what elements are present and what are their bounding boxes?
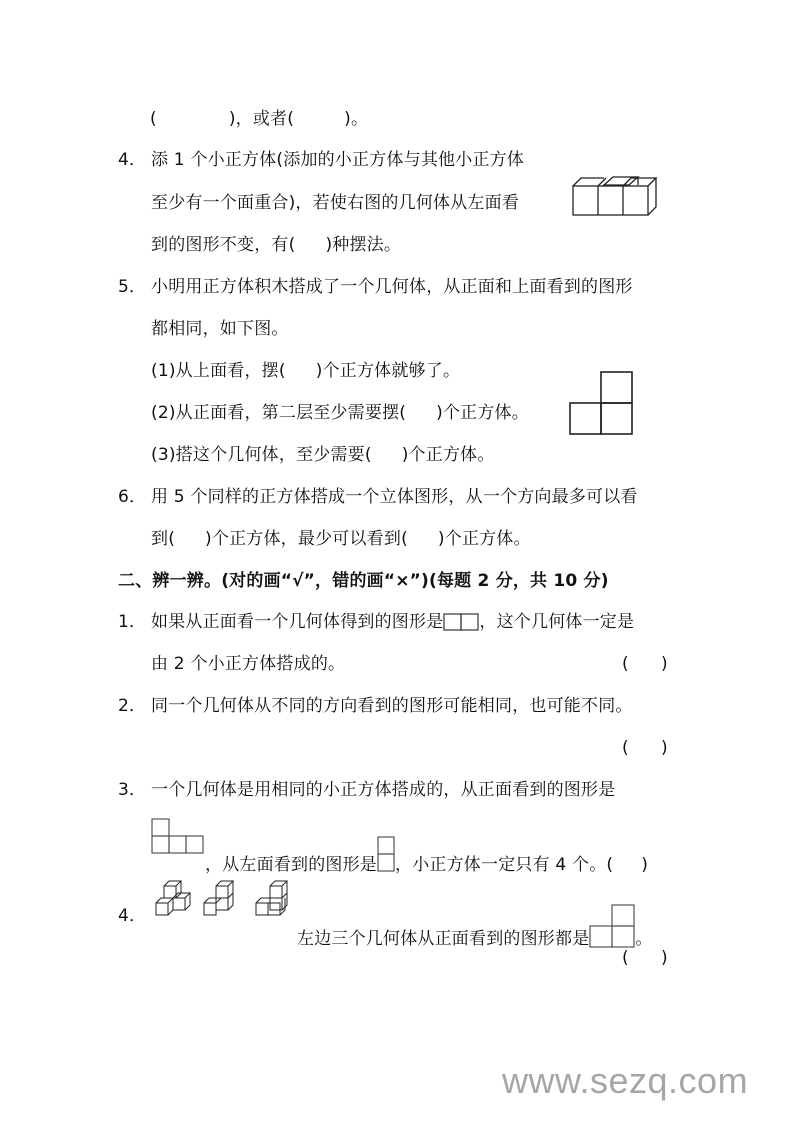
question-number: 4． [118, 150, 147, 170]
q5-sub-text: )个正方体。 [401, 445, 495, 465]
s2-q3-line2 [205, 836, 648, 877]
s2-q1-text: 如果从正面看一个几何体得到的图形是 [151, 612, 444, 632]
l-shape-figure-s2q4 [589, 904, 635, 948]
s2-q3-text: 一个几何体是用相同的小正方体搭成的，从正面看到的图形是 [151, 780, 616, 800]
q5-sub-text: (3)搭这个几何体，至少需要( [151, 445, 372, 465]
two-squares-figure [443, 613, 479, 631]
answer-blank-open: ( [150, 109, 157, 129]
s2-q1-text: ，这个几何体一定是 [479, 612, 635, 632]
q6-text: 用 5 个同样的正方体搭成一个立体图形，从一个方向最多可以看 [151, 487, 638, 507]
question-number: 5． [118, 277, 147, 297]
s2-q2-text: 同一个几何体从不同的方向看到的图形可能相同，也可能不同。 [151, 696, 633, 716]
q5-sub-text: (1)从上面看，摆( [151, 361, 286, 381]
q5-line2 [151, 317, 289, 341]
s2-q4-text: 左边三个几何体从正面看到的图形都是 [297, 929, 590, 949]
answer-paren-1[interactable]: ( ) [622, 654, 668, 674]
s2-q3-line1 [118, 778, 615, 802]
q4-text: 至少有一个面重合)，若使右图的几何体从左面看 [151, 193, 520, 213]
s2-q4-text: 。 [635, 929, 653, 949]
q4-line2 [151, 191, 519, 215]
cube-solids-figures [152, 876, 298, 922]
q6-line2 [151, 527, 531, 551]
q6-text: 到( [151, 529, 176, 549]
s2-q3-text: ，从左面看到的图形是 [205, 855, 377, 875]
q5-line1 [118, 275, 633, 299]
question-number: 6． [118, 487, 147, 507]
q4-line1 [118, 148, 524, 172]
front-view-figure-s2q3 [151, 818, 205, 854]
s2-q2-line1 [118, 694, 633, 718]
q3-text: )，或者( [228, 109, 295, 129]
question-number: 2． [118, 696, 147, 716]
question-number: 3． [118, 780, 147, 800]
left-view-figure-s2q3 [377, 836, 395, 872]
q4-text: 到的图形不变，有( [151, 235, 296, 255]
s2-q4-number [118, 904, 151, 928]
s2-q1-line2 [151, 652, 345, 676]
watermark: www.sezq.com [502, 1060, 749, 1101]
question-number: 1． [118, 612, 147, 632]
q4-text: 添 1 个小正方体(添加的小正方体与其他小正方体 [151, 150, 525, 170]
s2-q1-line1 [118, 610, 634, 634]
q6-text: )个正方体，最少可以看到( [205, 529, 408, 549]
q4-text: )种摆法。 [325, 235, 402, 255]
q5-sub1 [151, 359, 460, 383]
q6-line1 [118, 485, 638, 509]
l-shape-figure-q5 [568, 370, 634, 436]
question-number: 4． [118, 906, 147, 926]
q5-sub2 [151, 401, 529, 425]
q5-text: 小明用正方体积木搭成了一个几何体，从正面和上面看到的图形 [151, 277, 633, 297]
s2-q4-line1 [297, 904, 653, 951]
q6-text: )个正方体。 [437, 529, 531, 549]
answer-paren-2[interactable]: ( ) [622, 738, 668, 758]
section-two-heading: 二、辨一辨。(对的画“√”，错的画“×”)(每题 2 分，共 10 分) [118, 571, 609, 591]
cube-figure-q4 [570, 176, 660, 222]
q3-text-end: )。 [344, 109, 369, 129]
s2-q3-text: ，小正方体一定只有 4 个。( [395, 855, 614, 875]
q4-line3 [151, 233, 401, 257]
answer-paren-4[interactable]: ( ) [622, 948, 668, 968]
q5-sub-text: )个正方体就够了。 [315, 361, 461, 381]
q3-continuation [150, 107, 368, 131]
q5-sub-text: (2)从正面看，第二层至少需要摆( [151, 403, 407, 423]
s2-q3-text: ) [641, 855, 649, 875]
s2-q1-text: 由 2 个小正方体搭成的。 [151, 654, 346, 674]
q5-sub-text: )个正方体。 [436, 403, 529, 423]
q5-text: 都相同，如下图。 [151, 319, 289, 339]
q5-sub3 [151, 443, 495, 467]
